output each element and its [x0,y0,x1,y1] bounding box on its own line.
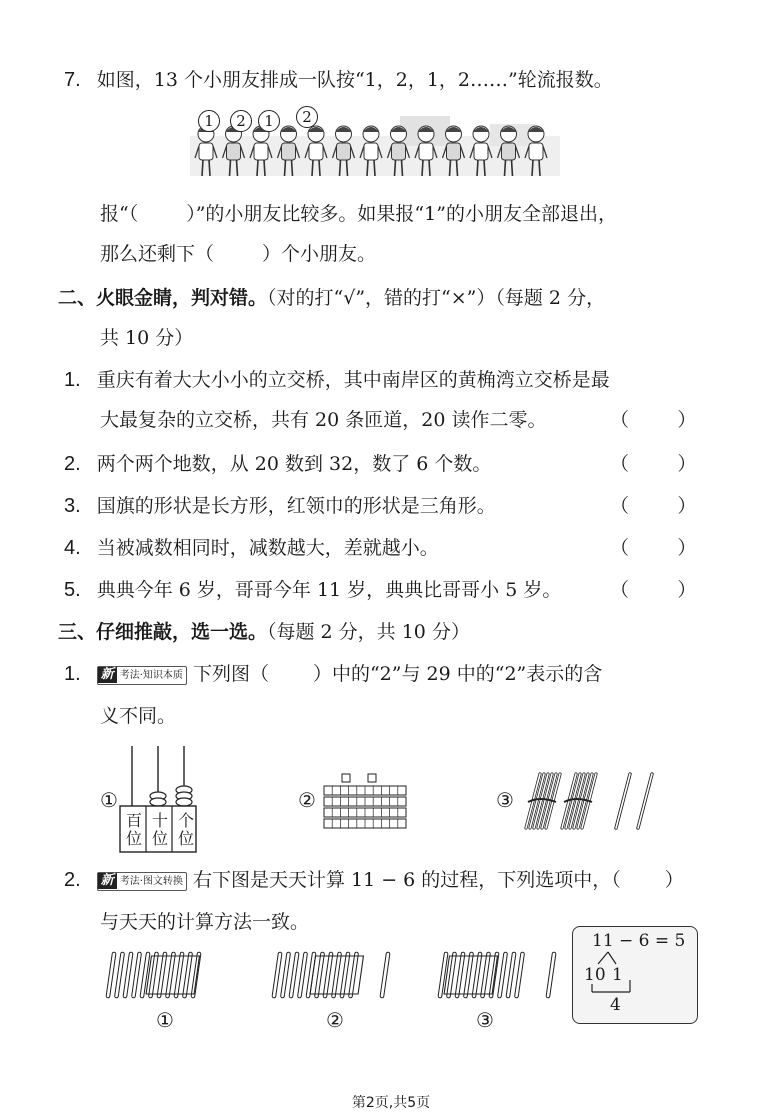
tag-badge: 新 考法·图文转换 [97,872,187,891]
stick-group-1 [104,952,224,998]
s3-q1: 1. 新 考法·知识本质 下列图（ ）中的“2”与 29 中的“2”表示的含 [64,663,603,685]
s2-item-4: 4. 当被减数相同时，减数越大，差就越小。 [64,537,439,559]
ten-rod [324,797,406,806]
section3-title: 三、仔细推敲，选一选。 [58,621,268,643]
stick-bundle [562,774,596,828]
stick-bundles-figure [524,772,674,830]
option-1-label: ① [100,788,118,812]
s2-item-2: 2. 两个两个地数，从 20 数到 32，数了 6 个数。 [64,453,492,475]
stick-bundle [526,774,560,828]
q7-line2: 报“（ ）”的小朋友比较多。如果报“1”的小朋友全部退出， [100,203,617,225]
q2-option-1-label: ① [156,1008,174,1032]
s2-item-4-answer[interactable]: （ ） [610,537,697,559]
single-stick [638,774,652,828]
s2-item-3-answer[interactable]: （ ） [610,495,697,517]
page-footer: 第2页,共5页 [351,1095,431,1111]
section3-heading [58,618,470,646]
sticks [440,954,554,996]
calc-result: 4 [610,995,621,1015]
s3-q2: 2. 新 考法·图文转换 右下图是天天计算 11 − 6 的过程，下列选项中，（ ） [64,869,684,891]
stick-group-2 [270,952,400,998]
sticks [274,954,388,996]
calc-equation: 11 − 6 = 5 [592,931,686,951]
section2-note2: 共 10 分） [100,327,194,349]
s2-item-2-answer[interactable]: （ ） [610,453,697,475]
q7-text: 如图，13 个小朋友排成一队按“1，2，1，2……”轮流报数。 [96,69,613,91]
calc-split-left: 10 [584,965,606,985]
q7-line1 [64,66,613,94]
s3-q2-line2: 与天天的计算方法一致。 [100,911,310,933]
s2-item-5-answer[interactable]: （ ） [610,579,697,601]
stick-group-3 [436,952,566,998]
abacus-label-ones: 个位 [177,811,194,848]
section2-title: 二、火眼金睛，判对错。 [58,287,268,309]
q2-option-3-label: ③ [476,1008,494,1032]
section3-note: （每题 2 分，共 10 分） [267,621,470,643]
ten-rod [324,808,406,817]
option-2-label: ② [298,788,316,812]
count-bubble-3: 1 [258,110,280,132]
s2-item-3: 3. 国旗的形状是长方形，红领巾的形状是三角形。 [64,495,496,517]
option-3-label: ③ [496,788,514,812]
s3-q1-line2: 义不同。 [100,705,177,727]
section2-note: （对的打“√”，错的打“×”）（每题 2 分， [267,287,606,309]
calc-split-right: 1 [612,965,623,985]
s2-item-1: 1. 重庆有着大大小小的立交桥，其中南岸区的黄桷湾立交桥是最 [64,369,610,391]
q2-option-2-label: ② [326,1008,344,1032]
abacus-label-hundreds: 百位 [125,811,142,848]
s2-item-1-answer[interactable]: （ ） [610,409,697,431]
count-bubble-1: 1 [198,110,220,132]
count-bubble-4: 2 [296,106,318,128]
tag-badge: 新 考法·知识本质 [97,666,187,685]
ten-rod [324,819,406,828]
s2-item-5: 5. 典典今年 6 岁，哥哥今年 11 岁，典典比哥哥小 5 岁。 [64,579,562,601]
count-bubble-2: 2 [230,110,252,132]
s2-item-1-line2: 大最复杂的立交桥，共有 20 条匝道，20 读作二零。 [100,409,547,431]
section2-heading [58,284,605,312]
q7-number: 7. [64,69,81,91]
sticks [108,954,199,996]
ten-rod [324,786,406,795]
abacus-label-tens: 十位 [151,811,168,848]
q7-line3: 那么还剩下（ ）个小朋友。 [100,243,377,265]
single-stick [616,774,630,828]
base-ten-blocks-figure [324,774,408,830]
